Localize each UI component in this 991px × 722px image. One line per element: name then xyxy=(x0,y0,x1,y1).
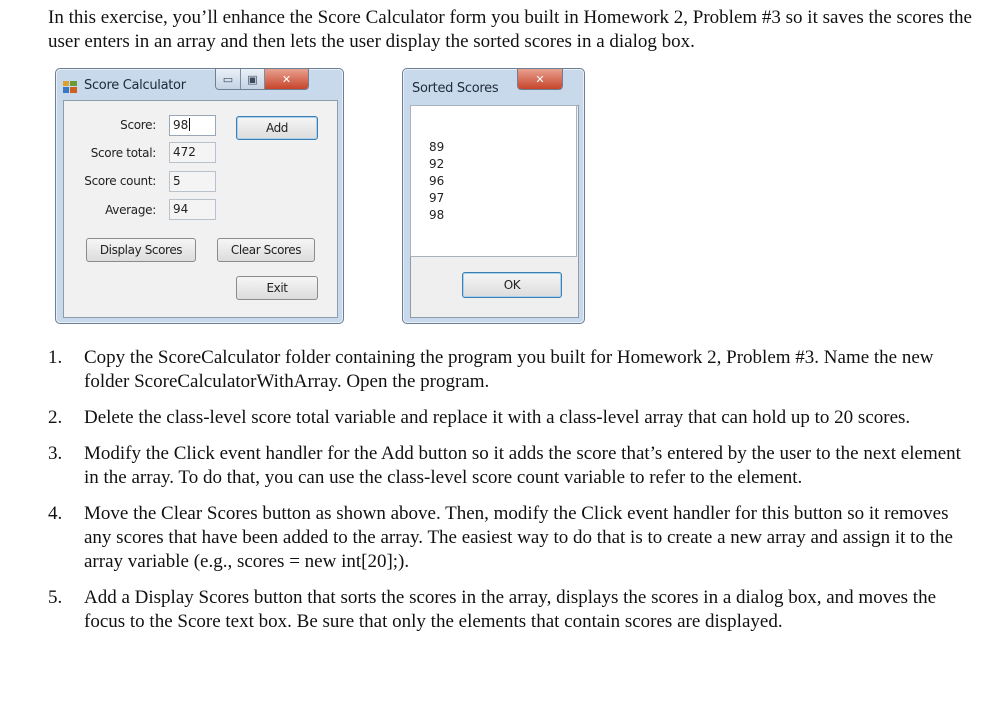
dialog-title: Sorted Scores xyxy=(412,81,499,96)
score-input[interactable]: 98 xyxy=(169,115,216,136)
close-icon[interactable]: ✕ xyxy=(264,69,308,89)
list-item: 98 xyxy=(429,208,445,222)
step-text: Move the Clear Scores button as shown above. Then, modify the Click event handler for this button so it removes any scores that have been added to the array. The easiest way to do that is to create a new array and assign it to the array variable (e.g., scores = new int[20];). xyxy=(84,503,953,572)
step-number: 5. xyxy=(48,587,63,608)
intro-paragraph: In this exercise, you’ll enhance the Score Calculator form you built in Homework 2, Problem #3 so it saves the scores the user enters in an array and then lets the user display the sorted scores in a dialog box. xyxy=(48,7,972,52)
app-icon xyxy=(63,81,77,93)
average-field: 94 xyxy=(169,199,216,220)
score-count-label: Score count: xyxy=(84,174,156,188)
scores-list xyxy=(410,105,577,257)
score-calculator-window xyxy=(55,68,344,324)
ok-button[interactable]: OK xyxy=(462,272,562,298)
maximize-icon[interactable]: ▣ xyxy=(240,69,264,89)
instruction-step xyxy=(48,442,968,490)
instruction-step xyxy=(48,586,968,634)
average-label: Average: xyxy=(105,203,156,217)
sorted-scores-dialog xyxy=(402,68,585,324)
list-item: 97 xyxy=(429,191,445,205)
list-item: 96 xyxy=(429,174,445,188)
add-button[interactable]: Add xyxy=(236,116,318,140)
close-icon[interactable]: ✕ xyxy=(518,69,562,89)
step-number: 3. xyxy=(48,443,63,464)
step-number: 1. xyxy=(48,347,63,368)
display-scores-button[interactable]: Display Scores xyxy=(86,238,196,262)
score-label: Score: xyxy=(120,118,156,132)
instruction-step xyxy=(48,406,968,430)
step-text: Add a Display Scores button that sorts the scores in the array, displays the scores in a dialog box, and moves the focus to the Score text box. Be sure that only the elements that contain scores are displayed. xyxy=(84,587,937,632)
dialog-controls xyxy=(517,69,563,90)
minimize-icon[interactable]: ▭ xyxy=(216,69,240,89)
instruction-list xyxy=(48,346,968,646)
score-total-field: 472 xyxy=(169,142,216,163)
clear-scores-button[interactable]: Clear Scores xyxy=(217,238,315,262)
step-number: 4. xyxy=(48,503,63,524)
score-count-field: 5 xyxy=(169,171,216,192)
instruction-step xyxy=(48,346,968,394)
text-caret xyxy=(189,118,190,131)
step-text: Modify the Click event handler for the Add button so it adds the score that’s entered by the user to the next element in the array. To do that, you can use the class-level score count variable to refer to the element. xyxy=(84,443,961,488)
window-title: Score Calculator xyxy=(84,78,186,93)
step-text: Copy the ScoreCalculator folder containing the program you built for Homework 2, Problem #3. Name the new folder ScoreCalculatorWithArray. Open the program. xyxy=(84,347,934,392)
list-item: 92 xyxy=(429,157,445,171)
step-text: Delete the class-level score total variable and replace it with a class-level array that can hold up to 20 scores. xyxy=(84,407,911,428)
score-total-label: Score total: xyxy=(90,146,156,160)
instruction-step xyxy=(48,502,968,574)
step-number: 2. xyxy=(48,407,63,428)
window-controls xyxy=(215,69,309,90)
exit-button[interactable]: Exit xyxy=(236,276,318,300)
list-item: 89 xyxy=(429,140,445,154)
